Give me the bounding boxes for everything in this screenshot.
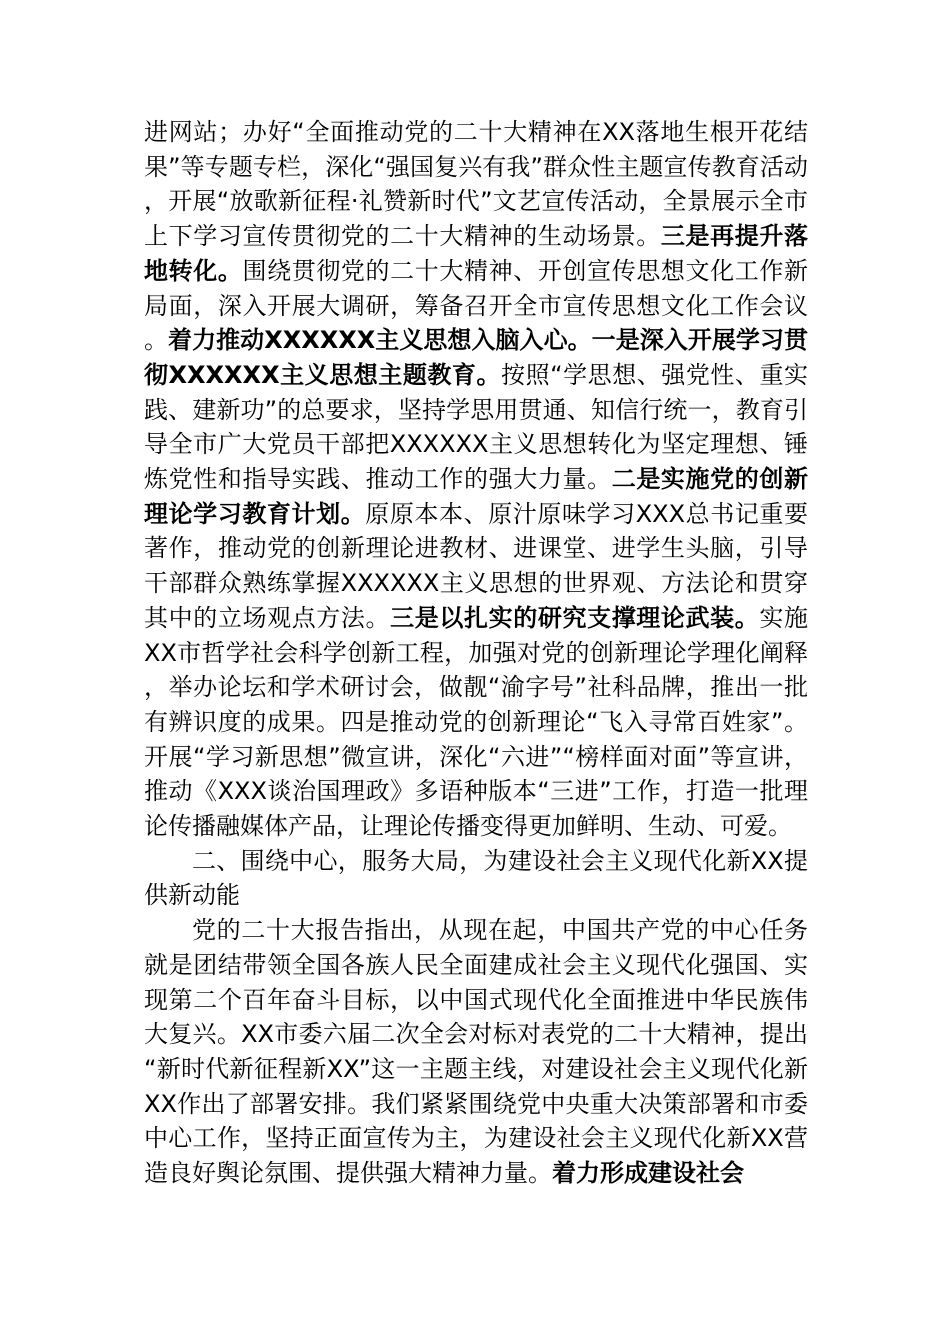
- text-run: 围绕贯彻党的二十大精神、开创宣传思想文化工作新局面，深入开展大调研，筹备召开全市宣传思想文化工作会议。: [144, 256, 809, 355]
- text-run: 按照“学思想、强党性、重实践、建新功”的总要求，坚持学思用贯通、知信行统一，教育引导全市广大党员干部把XXXXXX主义思想转化为坚定理想、锤炼党性和指导实践、推动工作的强大力量。: [144, 360, 809, 494]
- text-run: 实施XX市哲学社会科学创新工程，加强对党的创新理论学理化阐释，举办论坛和学术研讨会，做靓“渝字号”社科品牌，推出一批有辨识度的成果。四是推动党的创新理论“飞入寻常百姓家”。开展“学习新思想”微宣讲，深化“六进”“榜样面对面”等宣讲，推动《XXX谈治国理政》多语种版本“三进”工作，打造一批理论传播融媒体产品，让理论传播变得更加鲜明、生动、可爱。: [144, 603, 809, 841]
- bold-run: 着力形成建设社会: [552, 1159, 744, 1188]
- section-heading: 二、围绕中心，服务大局，为建设社会主义现代化新XX提供新动能: [144, 846, 808, 910]
- document-page: [144, 115, 808, 1191]
- paragraph-continuation: [144, 115, 808, 844]
- text-run: 原原本本、原汁原味学习XXX总书记重要著作，推动党的创新理论进教材、进课堂、进学生头脑，引导干部群众熟练掌握XXXXXX主义思想的世界观、方法论和贯穿其中的立场观点方法。: [144, 499, 808, 632]
- text-run: 进网站；办好“全面推动党的二十大精神在XX落地生根开花结果”等专题专栏，深化“强国复兴有我”群众性主题宣传教育活动，开展“放歌新征程·礼赞新时代”文艺宣传活动，全景展示全市上下学习宣传贯彻党的二十大精神的生动场景。: [144, 118, 808, 251]
- bold-run: 着力推动XXXXXX主义思想入脑入心。一是深入开展学习贯彻XXXXXX主义思想主题教育。: [144, 326, 808, 389]
- bold-run: 三是以扎实的研究支撑理论武装。: [390, 603, 760, 632]
- paragraph-body: [144, 913, 808, 1191]
- bold-run: 二是实施党的创新理论学习教育计划。: [144, 465, 809, 528]
- bold-run: 三是再提升落地转化。: [144, 222, 808, 285]
- text-run: 党的二十大报告指出，从现在起，中国共产党的中心任务就是团结带领全国各族人民全面建成社会主义现代化强国、实现第二个百年奋斗目标，以中国式现代化全面推进中华民族伟大复兴。XX市委六届二次全会对标对表党的二十大精神，提出“新时代新征程新XX”这一主题主线，对建设社会主义现代化新XX作出了部署安排。我们紧紧围绕党中央重大决策部署和市委中心工作，坚持正面宣传为主，为建设社会主义现代化新XX营造良好舆论氛围、提供强大精神力量。: [144, 916, 808, 1188]
